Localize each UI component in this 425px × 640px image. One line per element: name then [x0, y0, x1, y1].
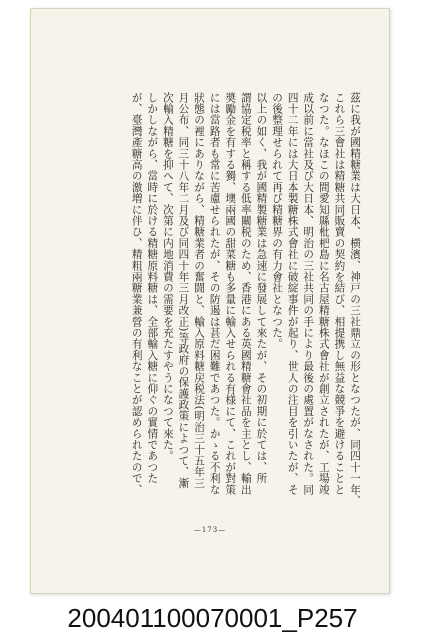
text-line: 次輸入精糖を抑へて、次第に内地消費の需要を充たすやうになつて來た。: [161, 92, 174, 462]
text-line: 狀態の裡にありながら、精糖業者の奮闘と、輸入原料糖戻税法(明治三十五年三: [193, 92, 206, 489]
text-line: の後整理せられて再び精糖界の有力會社となつた。: [271, 92, 284, 350]
text-line: 以上の如く、我が國精製糖業は急速に發展して來たが、その初期に於ては、所: [255, 92, 268, 484]
text-line: が、臺灣產糖高の激増に伴ひ、精粗兩糖業兼營の有利なことが認められたので、: [130, 92, 143, 496]
text-line: 四十二年には大日本製糖株式會社に破綻事件が起り、世人の注目を引いたが、そ: [286, 92, 299, 496]
image-caption: 200401100070001_P257: [67, 603, 358, 633]
text-line: 月公布、同三十八年二月及び同四十年三月改正)等政府の保護政策によつて、漸: [177, 92, 190, 489]
text-line: しかしながら、當時に於ける精糖原料糖は、全部輸入糖に仰ぐの實情であつた: [146, 92, 159, 484]
page-number: —173—: [193, 526, 227, 534]
text-line: 謂協定税率と稱する低率關税のため、香港にある英國精糖會社品を主とし、輸出: [239, 92, 252, 496]
body-text: [72, 92, 362, 522]
text-line: 茲に我が國精糖業は大日本、横濱、神戸の三社鼎立の形となつたが、同四十一年、: [349, 92, 361, 507]
text-line: これら三會社は精糖共同販賣の契約を結び、相提携し無益な競爭を避けることと: [333, 92, 346, 496]
text-line: 成以前に當社及び大日本、明治の三社共同の手により最後の處置がなされた。同: [302, 92, 315, 496]
text-line: 奬勵金を有する獨、墺兩國の甜菜糖も多量に輸入せられる有様にて、これが對策: [224, 92, 237, 496]
text-line: には當路者も常に苦慮せられたが、その防遏は甚だ困難であつた。かゝる不利な: [208, 92, 221, 496]
text-line: なつた。なほこの間愛知縣枇杷島に名古屋精糖株式會社が創立されたが、工場竣: [317, 92, 330, 496]
